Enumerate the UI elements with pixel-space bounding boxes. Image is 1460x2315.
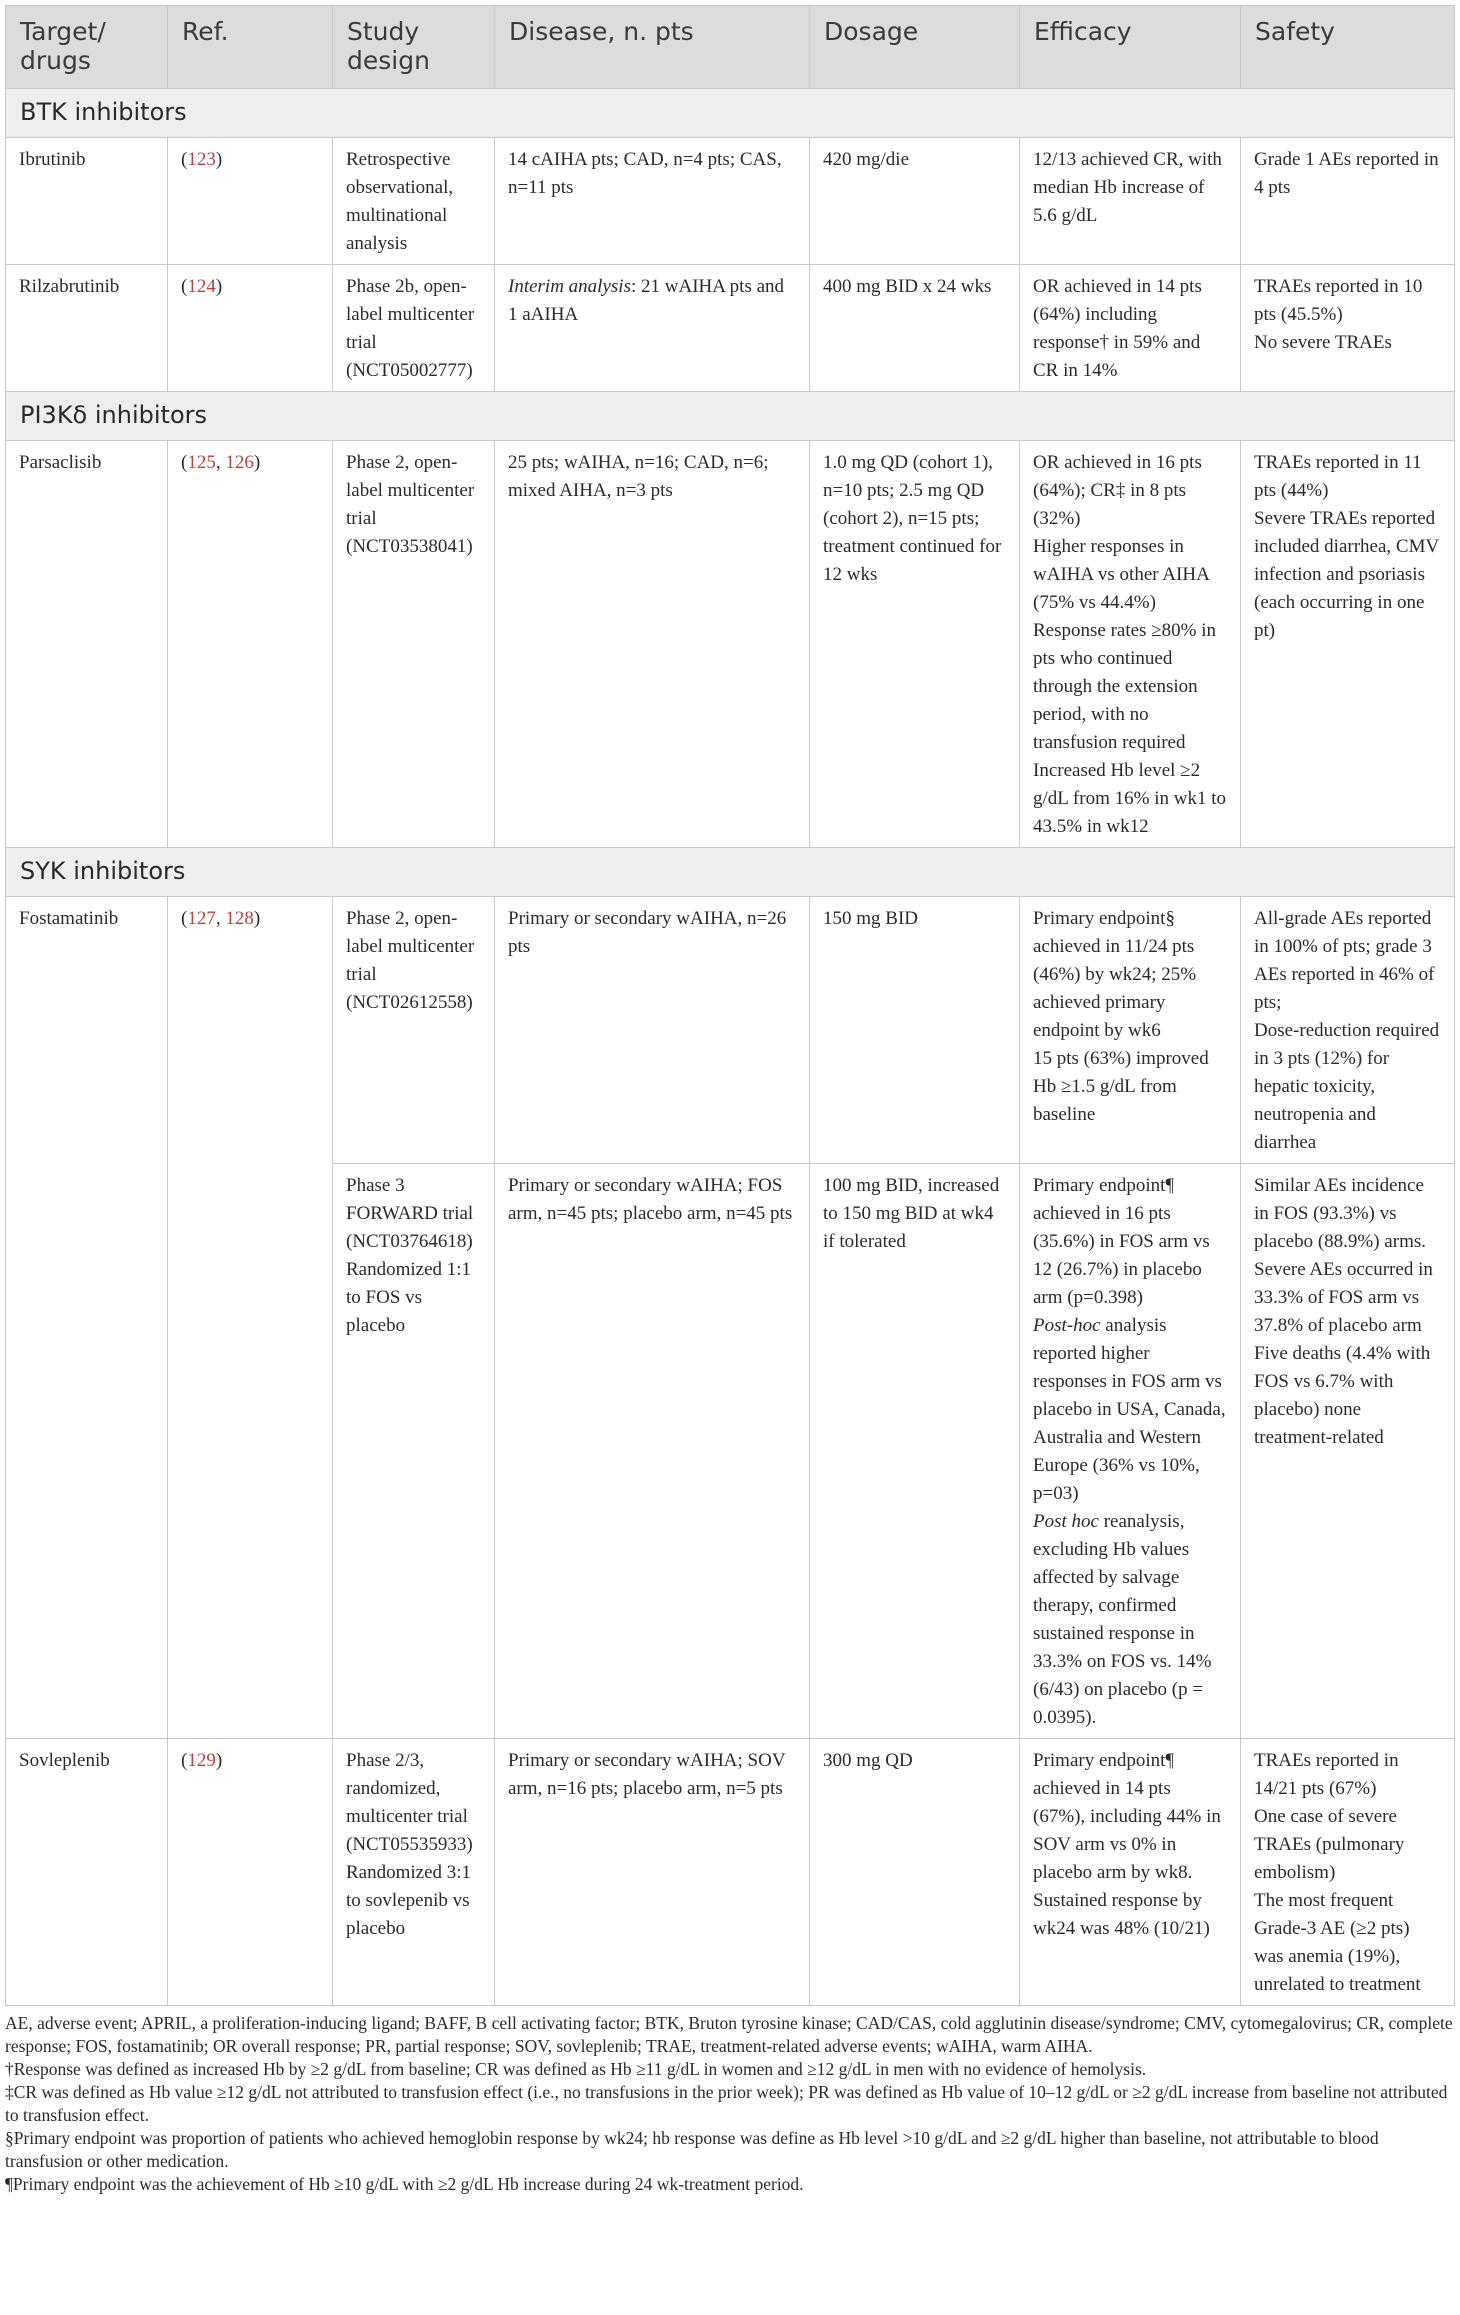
ref-link[interactable]: 128: [225, 908, 254, 929]
footnote-pilcrow: ¶Primary endpoint was the achievement of Hb ≥10 g/dL with ≥2 g/dL Hb increase during 24 wk-treatment period.: [5, 2174, 804, 2194]
disease-cell: 25 pts; wAIHA, n=16; CAD, n=6; mixed AIHA, n=3 pts: [495, 441, 810, 848]
group-title: SYK inhibitors: [6, 848, 1455, 897]
table-row: [6, 1739, 1455, 2006]
design-cell: Phase 3 FORWARD trial (NCT03764618) Randomized 1:1 to FOS vs placebo: [333, 1164, 495, 1739]
footnote-abbreviations: AE, adverse event; APRIL, a proliferation-inducing ligand; BAFF, B cell activating factor; BTK, Bruton tyrosine kinase; CAD/CAS, cold agglutinin disease/syndrome; CMV, cytomegalovirus; CR, complete response; FOS, fostamatinib; OR overall response; PR, partial response; SOV, sovleplenib; TRAE, treatment-related adverse events; wAIHA, warm AIHA.: [5, 2013, 1453, 2056]
drug-name: Rilzabrutinib: [6, 265, 168, 392]
design-cell: Phase 2b, open-label multicenter trial (NCT05002777): [333, 265, 495, 392]
ref-cell: (125, 126): [168, 441, 333, 848]
ref-cell: (127, 128): [168, 897, 333, 1739]
drug-name: Parsaclisib: [6, 441, 168, 848]
design-cell: Phase 2, open-label multicenter trial (NCT02612558): [333, 897, 495, 1164]
design-cell: Phase 2/3, randomized, multicenter trial (NCT05535933) Randomized 3:1 to sovlepenib vs placebo: [333, 1739, 495, 2006]
dosage-cell: 100 mg BID, increased to 150 mg BID at wk4 if tolerated: [810, 1164, 1020, 1739]
ref-link[interactable]: 124: [187, 276, 216, 297]
efficacy-cell: 12/13 achieved CR, with median Hb increase of 5.6 g/dL: [1020, 138, 1241, 265]
document: [5, 5, 1454, 2196]
dosage-cell: 1.0 mg QD (cohort 1), n=10 pts; 2.5 mg QD (cohort 2), n=15 pts; treatment continued for 12 wks: [810, 441, 1020, 848]
disease-cell: Primary or secondary wAIHA; SOV arm, n=16 pts; placebo arm, n=5 pts: [495, 1739, 810, 2006]
col-header-design: Study design: [333, 6, 495, 89]
group-row-btk: [6, 89, 1455, 138]
ref-cell: (123): [168, 138, 333, 265]
drug-name: Fostamatinib: [6, 897, 168, 1739]
dosage-cell: 400 mg BID x 24 wks: [810, 265, 1020, 392]
col-header-dosage: Dosage: [810, 6, 1020, 89]
footnote-double-dagger: ‡CR was defined as Hb value ≥12 g/dL not attributed to transfusion effect (i.e., no transfusions in the prior week); PR was defined as Hb value of 10–12 g/dL or ≥2 g/dL increase from baseline not attributed to transfusion effect.: [5, 2082, 1448, 2125]
header-row: [6, 6, 1455, 89]
drug-table: [5, 5, 1455, 2006]
footnote-dagger: †Response was defined as increased Hb by ≥2 g/dL from baseline; CR was defined as Hb ≥11 g/dL in women and ≥12 g/dL in men with no evidence of hemolysis.: [5, 2059, 1147, 2079]
group-title: BTK inhibitors: [6, 89, 1455, 138]
safety-cell: TRAEs reported in 10 pts (45.5%) No severe TRAEs: [1241, 265, 1455, 392]
efficacy-cell: Primary endpoint¶ achieved in 14 pts (67%), including 44% in SOV arm vs 0% in placebo arm by wk8. Sustained response by wk24 was 48% (10/21): [1020, 1739, 1241, 2006]
disease-cell: Interim analysis: 21 wAIHA pts and 1 aAIHA: [495, 265, 810, 392]
efficacy-cell: Primary endpoint¶ achieved in 16 pts (35.6%) in FOS arm vs 12 (26.7%) in placebo arm (p=0.398) Post-hoc analysis reported higher responses in FOS arm vs placebo in USA, Canada, Australia and Western Europe (36% vs 10%, p=03) Post hoc reanalysis, excluding Hb values affected by salvage therapy, confirmed sustained response in 33.3% on FOS vs. 14% (6/43) on placebo (p = 0.0395).: [1020, 1164, 1241, 1739]
table-row: [6, 138, 1455, 265]
efficacy-cell: OR achieved in 16 pts (64%); CR‡ in 8 pts (32%) Higher responses in wAIHA vs other AIHA (75% vs 44.4%) Response rates ≥80% in pts who continued through the extension period, with no transfusion required Increased Hb level ≥2 g/dL from 16% in wk1 to 43.5% in wk12: [1020, 441, 1241, 848]
ref-link[interactable]: 123: [187, 149, 216, 170]
disease-cell: Primary or secondary wAIHA; FOS arm, n=45 pts; placebo arm, n=45 pts: [495, 1164, 810, 1739]
col-header-safety: Safety: [1241, 6, 1455, 89]
dosage-cell: 420 mg/die: [810, 138, 1020, 265]
design-cell: Phase 2, open-label multicenter trial (NCT03538041): [333, 441, 495, 848]
table-footnotes: [5, 2012, 1454, 2196]
design-cell: Retrospective observational, multinational analysis: [333, 138, 495, 265]
drug-name: Ibrutinib: [6, 138, 168, 265]
disease-cell: 14 cAIHA pts; CAD, n=4 pts; CAS, n=11 pts: [495, 138, 810, 265]
efficacy-cell: OR achieved in 14 pts (64%) including response† in 59% and CR in 14%: [1020, 265, 1241, 392]
ref-link[interactable]: 127: [187, 908, 216, 929]
col-header-disease: Disease, n. pts: [495, 6, 810, 89]
ref-cell: (124): [168, 265, 333, 392]
col-header-ref: Ref.: [168, 6, 333, 89]
drug-name: Sovleplenib: [6, 1739, 168, 2006]
footnote-section: §Primary endpoint was proportion of patients who achieved hemoglobin response by wk24; hb response was define as Hb level >10 g/dL and ≥2 g/dL higher than baseline, not attributable to blood transfusion or other medication.: [5, 2128, 1379, 2171]
group-row-pi3k: [6, 392, 1455, 441]
safety-cell: Grade 1 AEs reported in 4 pts: [1241, 138, 1455, 265]
table-row: [6, 441, 1455, 848]
table-row: [6, 265, 1455, 392]
ref-link[interactable]: 126: [225, 452, 254, 473]
ref-link[interactable]: 129: [187, 1750, 216, 1771]
ref-cell: (129): [168, 1739, 333, 2006]
safety-cell: Similar AEs incidence in FOS (93.3%) vs placebo (88.9%) arms. Severe AEs occurred in 33.3% of FOS arm vs 37.8% of placebo arm Five deaths (4.4% with FOS vs 6.7% with placebo) none treatment-related: [1241, 1164, 1455, 1739]
safety-cell: All-grade AEs reported in 100% of pts; grade 3 AEs reported in 46% of pts; Dose-reduction required in 3 pts (12%) for hepatic toxicity, neutropenia and diarrhea: [1241, 897, 1455, 1164]
group-row-syk: [6, 848, 1455, 897]
safety-cell: TRAEs reported in 11 pts (44%) Severe TRAEs reported included diarrhea, CMV infection and psoriasis (each occurring in one pt): [1241, 441, 1455, 848]
col-header-target: Target/ drugs: [6, 6, 168, 89]
efficacy-cell: Primary endpoint§ achieved in 11/24 pts (46%) by wk24; 25% achieved primary endpoint by wk6 15 pts (63%) improved Hb ≥1.5 g/dL from baseline: [1020, 897, 1241, 1164]
dosage-cell: 300 mg QD: [810, 1739, 1020, 2006]
disease-cell: Primary or secondary wAIHA, n=26 pts: [495, 897, 810, 1164]
group-title: PI3Kδ inhibitors: [6, 392, 1455, 441]
safety-cell: TRAEs reported in 14/21 pts (67%) One case of severe TRAEs (pulmonary embolism) The most frequent Grade-3 AE (≥2 pts) was anemia (19%), unrelated to treatment: [1241, 1739, 1455, 2006]
ref-link[interactable]: 125: [187, 452, 216, 473]
table-row: [6, 897, 1455, 1164]
dosage-cell: 150 mg BID: [810, 897, 1020, 1164]
col-header-efficacy: Efficacy: [1020, 6, 1241, 89]
